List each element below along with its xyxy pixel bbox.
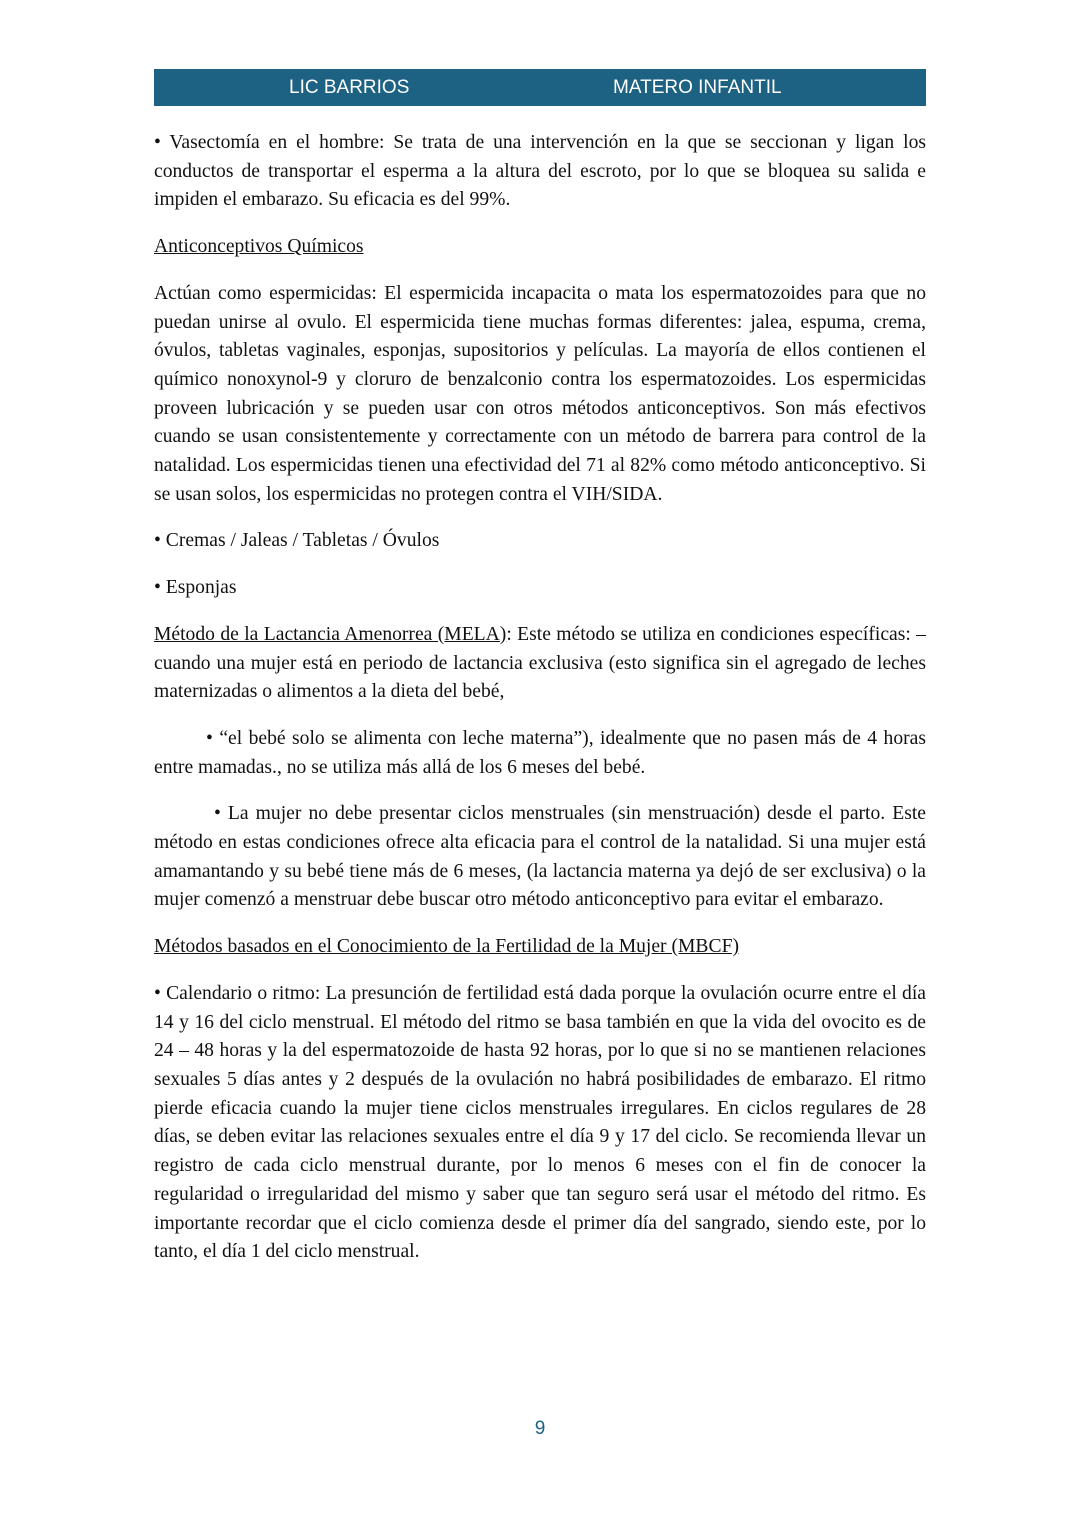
header-bar [154,69,926,106]
bullet-cremas: • Cremas / Jaleas / Tabletas / Óvulos [154,530,440,552]
header-author: LIC BARRIOS [289,77,410,98]
heading-anticonceptivos-quimicos [154,233,926,262]
header-subject: MATERO INFANTIL [613,77,782,98]
document-body [154,129,926,1285]
mela-text: : Este método se utiliza en condiciones específicas: – cuando una mujer está en periodo de lactancia exclusiva (esto significa sin el agregado de leches maternizadas o alimentos a la dieta del bebé, [154,623,926,703]
heading-text: Métodos basados en el Conocimiento de la Fertilidad de la Mujer (MBCF) [154,936,739,958]
heading-mbcf [154,933,926,962]
heading-mela: Método de la Lactancia Amenorrea (MELA) [154,623,507,645]
paragraph-vasectomia: • Vasectomía en el hombre: Se trata de una intervención en la que se seccionan y ligan los conductos de transportar el esperma a la altura del escroto, por lo que se bloquea su salida e impiden el embarazo. Su eficacia es del 99%. [154,132,926,211]
paragraph-espermicidas: Actúan como espermicidas: El espermicida incapacita o mata los espermatozoides para que no puedan unirse al ovulo. El espermicida tiene muchas formas diferentes: jalea, espuma, crema, óvulos, tabletas vaginales, esponjas, supositorios y películas. La mayoría de ellos contienen el químico nonoxynol-9 y cloruro de benzalconio contra los espermatozoides. Los espermicidas proveen lubricación y se pueden usar con otros métodos anticonceptivos. Son más efectivos cuando se usan consistentemente y correctamente con un método de barrera para control de la natalidad. Los espermicidas tienen una efectividad del 71 al 82% como método anticonceptivo. Si se usan solos, los espermicidas no protegen contra el VIH/SIDA. [154,282,926,505]
heading-text: Anticonceptivos Químicos [154,236,364,258]
page-number: 9 [534,1418,546,1439]
paragraph-calendario: • Calendario o ritmo: La presunción de fertilidad está dada porque la ovulación ocurre entre el día 14 y 16 del ciclo menstrual. El método del ritmo se basa también en que la vida del ovocito es de 24 – 48 horas y la del espermatozoide de hasta 92 horas, por lo que si no se mantienen relaciones sexuales 5 días antes y 2 después de la ovulación no habrá posibilidades de embarazo. El ritmo pierde eficacia cuando la mujer tiene ciclos menstruales irregulares. En ciclos regulares de 28 días, se deben evitar las relaciones sexuales entre el día 9 y 17 del ciclo. Se recomienda llevar un registro de cada ciclo menstrual durante, por lo menos 6 meses con el fin de conocer la regularidad o irregularidad del mismo y saber que tan seguro será usar el método del ritmo. Es importante recordar que el ciclo comienza desde el primer día del sangrado, siendo este, por lo tanto, el día 1 del ciclo menstrual. [154,982,926,1263]
bullet-mela-ciclos: • La mujer no debe presentar ciclos menstruales (sin menstruación) desde el parto. Este método en estas condiciones ofrece alta eficacia para el control de la natalidad. Si una mujer está amamantando y su bebé tiene más de 6 meses, (la lactancia materna ya dejó de ser exclusiva) o la mujer comenzó a menstruar debe buscar otro método anticonceptivo para evitar el embarazo. [154,803,926,911]
bullet-mela-leche: • “el bebé solo se alimenta con leche materna”), idealmente que no pasen más de 4 horas entre mamadas., no se utiliza más allá de los 6 meses del bebé. [154,727,926,778]
bullet-esponjas: • Esponjas [154,577,237,599]
paragraph-mela [154,621,926,707]
